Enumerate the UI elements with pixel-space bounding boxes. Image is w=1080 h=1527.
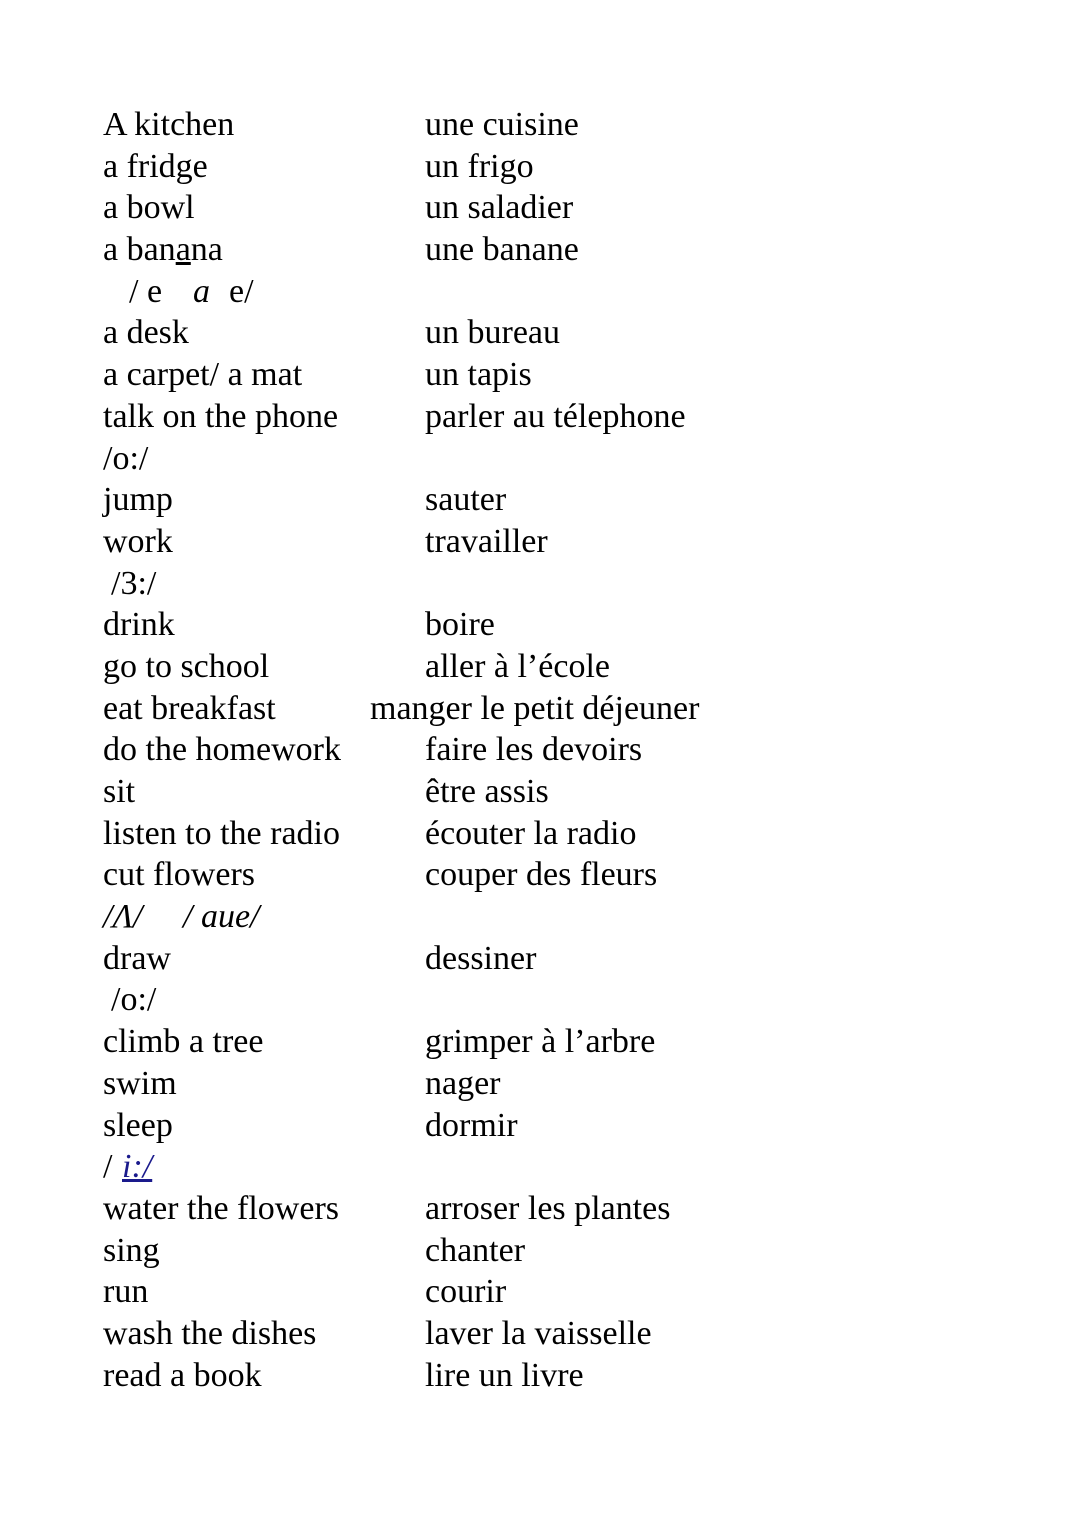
english-term: wash the dishes <box>103 1314 317 1352</box>
phonetic-symbol: e/ <box>229 272 254 310</box>
english-term: talk on the phone <box>103 397 339 435</box>
vocab-row <box>103 396 983 438</box>
french-translation: un tapis <box>425 356 532 394</box>
vocab-row <box>103 1105 983 1147</box>
english-term: listen to the radio <box>103 814 341 852</box>
english-term: run <box>103 1273 149 1311</box>
french-translation: dormir <box>425 1106 518 1144</box>
french-translation: dessiner <box>425 939 537 977</box>
phonetic-row <box>103 979 983 1021</box>
english-term: a carpet/ a mat <box>103 356 303 394</box>
english-term <box>103 229 223 271</box>
french-translation: travailler <box>425 522 548 560</box>
english-term: climb a tree <box>103 1023 264 1061</box>
phonetic-symbol: / e <box>129 272 163 310</box>
english-term: sing <box>103 1231 160 1269</box>
english-term: draw <box>103 939 171 977</box>
phonetic-row <box>103 896 983 938</box>
vocab-row <box>103 854 983 896</box>
vocab-row <box>103 1355 983 1397</box>
phonetic-symbol: /o:/ <box>111 981 157 1019</box>
french-translation: lire un livre <box>425 1356 584 1394</box>
french-translation: écouter la radio <box>425 814 637 852</box>
phonetic-row <box>103 438 983 480</box>
vocab-row <box>103 813 983 855</box>
english-term: A kitchen <box>103 106 235 143</box>
french-translation: laver la vaisselle <box>425 1314 652 1352</box>
french-translation: parler au télephone <box>425 397 686 435</box>
french-translation: grimper à l’arbre <box>425 1023 656 1061</box>
vocab-row <box>103 771 983 813</box>
vocab-row <box>103 1271 983 1313</box>
french-translation: arroser les plantes <box>425 1189 671 1227</box>
vocab-row <box>103 1063 983 1105</box>
vocab-row <box>103 729 983 771</box>
phonetic-symbol: / <box>103 1148 113 1186</box>
phonetic-symbol: /3:/ <box>111 564 157 602</box>
english-term-end: na <box>190 231 223 269</box>
english-term-start: a ban <box>103 231 176 269</box>
vocab-row <box>103 104 983 146</box>
vocab-row <box>103 479 983 521</box>
english-term: cut flowers <box>103 856 256 894</box>
english-term: eat breakfast <box>103 689 276 727</box>
french-translation: un saladier <box>425 189 574 227</box>
phonetic-symbol: /o:/ <box>103 439 149 477</box>
english-term: sleep <box>103 1106 173 1144</box>
english-term: a desk <box>103 314 189 352</box>
vocab-row <box>103 146 983 188</box>
vocab-row <box>103 604 983 646</box>
phonetic-row <box>103 563 983 605</box>
vocab-row <box>103 1313 983 1355</box>
french-translation: courir <box>425 1273 507 1311</box>
phonetic-row <box>103 271 983 313</box>
english-term: water the flowers <box>103 1189 340 1227</box>
vocab-row <box>103 1230 983 1272</box>
french-translation: une banane <box>425 231 579 269</box>
phonetic-symbol: /Λ/ <box>103 898 143 936</box>
english-term: read a book <box>103 1356 262 1394</box>
vocabulary-list <box>103 104 983 1396</box>
english-term: drink <box>103 606 175 644</box>
phonetic-link[interactable]: i:/ <box>122 1148 153 1186</box>
french-translation: aller à l’école <box>425 647 610 685</box>
french-translation: boire <box>425 606 495 644</box>
french-translation: faire les devoirs <box>425 731 643 769</box>
vocab-row <box>103 354 983 396</box>
phonetic-row <box>103 1146 983 1188</box>
vocab-row <box>103 521 983 563</box>
french-translation: nager <box>425 1064 501 1102</box>
french-translation: couper des fleurs <box>425 856 658 894</box>
english-term: a bowl <box>103 189 195 227</box>
french-translation: chanter <box>425 1231 526 1269</box>
vocab-row <box>103 312 983 354</box>
french-translation: être assis <box>425 773 549 810</box>
english-term: sit <box>103 773 136 810</box>
vocab-row <box>103 646 983 688</box>
english-term: jump <box>103 481 173 519</box>
vocab-row <box>103 229 983 271</box>
french-translation: une cuisine <box>425 106 579 143</box>
english-term: go to school <box>103 647 270 685</box>
vocab-row <box>103 938 983 980</box>
french-translation: sauter <box>425 481 507 519</box>
french-translation: un frigo <box>425 147 534 185</box>
english-term: work <box>103 522 173 560</box>
stressed-vowel: a <box>175 231 191 269</box>
french-translation: manger le petit déjeuner <box>370 689 700 727</box>
vocab-row <box>103 187 983 229</box>
vocab-row <box>103 688 983 730</box>
phonetic-symbol: a <box>193 272 210 310</box>
english-term: a fridge <box>103 147 208 185</box>
vocab-row <box>103 1021 983 1063</box>
french-translation: un bureau <box>425 314 561 352</box>
english-term: swim <box>103 1064 177 1102</box>
vocab-row <box>103 1188 983 1230</box>
english-term: do the homework <box>103 731 341 769</box>
phonetic-symbol: / aue/ <box>183 898 260 936</box>
